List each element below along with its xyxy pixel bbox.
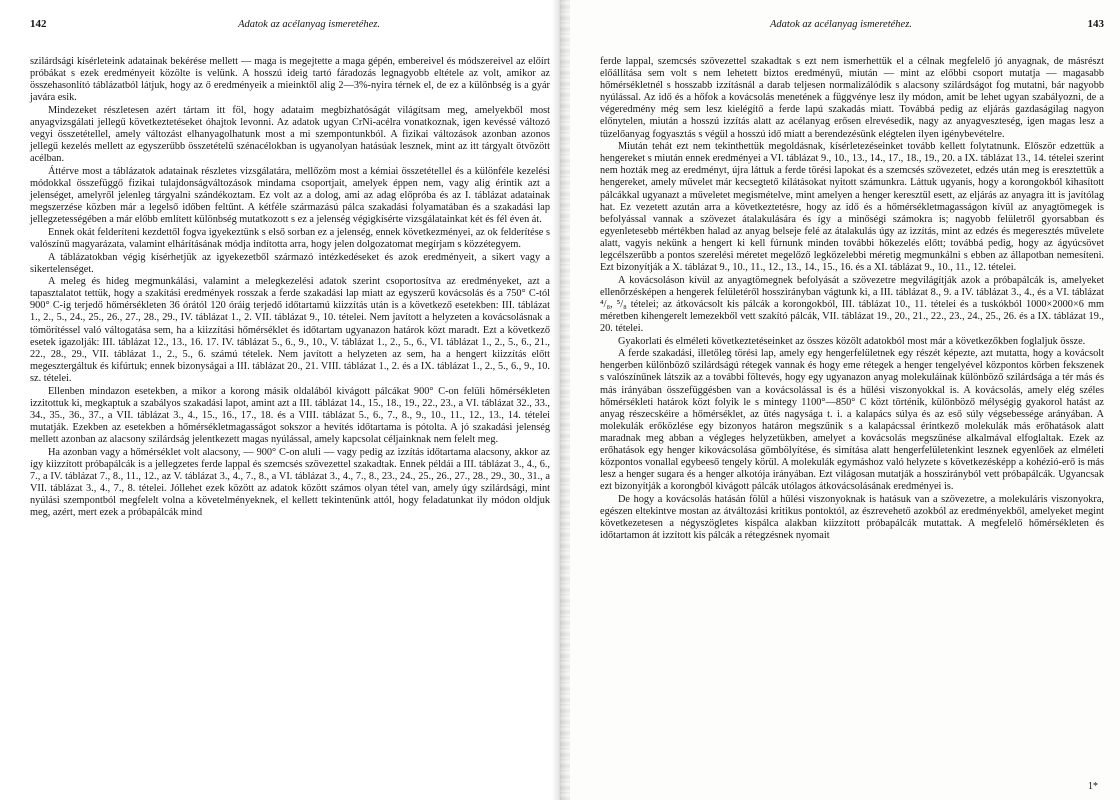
right-paragraph: Gyakorlati és elméleti következtetéseinket az összes közölt adatokból most már a következőkben foglaljuk össze. (618, 335, 1086, 347)
left-running-title: Adatok az acélanyag ismeretéhez. (238, 19, 380, 30)
signature-mark: 1* (1088, 781, 1098, 792)
left-paragraph: A meleg és hideg megmunkálási, valamint a melegkezelési adatok szerint csoportosítva az eredményeket, azt a tapasztalatot tettük, hogy a szakítási eredmények rosszak a ferde szakadási lap miatt az egyszerű kovácsolás és a 750° C-tól 900° C-ig terjedő hőmérsékleten 36 órától 120 óráig terjedő időtartamú kiizzítás után is a következő esetekben: III. táblázat 1., 2., 5., 24., 25., 26., 27., 28., 29., IV. táblázat 1., 2. VII. táblázat 9., 10. tételei. Nem javított a helyzeten a kovácsolásnak a tömörítéssel való váltogatása sem, ha a kiizzítási hőmérséklet és időtartam ugyanazon határok közt maradt. Ezt a következő esetek igazolják: III. táblázat 12., 13., 16. 17. IV. táblázat 5., 6., 9., 10., V. táblázat 1., 2., 5., 6., VI. táblázat 1., 2., 5., 6., 21., 22., 28., 29., VII. táblázat 1., 2., 5., 6. számú tételek. Nem javított a helyzeten az sem, ha a hengert kiizzítás előtt megesztergáltuk és kifúrtuk; ennek bizonyságai a III. táblázat 20., 21. VIII. táblázat 1., 2. és a IX. táblázat 1., 2., 5., 6., 9., 10. sz. tételei. (30, 276, 550, 384)
left-paragraph: Ellenben mindazon esetekben, a mikor a korong másik oldalából kivágott pálcákat 900° C-on felüli hőmérsékleten izzitottuk ki, megkaptuk a szabályos szakadási lapot, amint azt a III. táblázat 14., 15., 18., 19., 22., 23., a VI. táblázat 32., 33., 34., 35., 36., 37., a VII. táblázat 3., 4., 15., 16., 17., 18. és a VIII. táblázat 5., 6., 7., 8., 9., 10., 11., 12., 13., 14. tételei mutatják. Ezekben az esetekben a hőmérsékletmagasságot sokszor a hevítés időtartama is pótolta. A jó szakadási jelenség mellett azonban az alacsony szilárdság jelentkezett magas nyúlással, amely kapcsolat céljainknak nem felelt meg. (30, 385, 550, 445)
right-body-text (600, 56, 1104, 542)
left-paragraph: Mindezeket részletesen azért tártam itt föl, hogy adataim megbízhatóságát világítsam meg, amelyekből most anyagvizsgálati jellegű következtetéseket óhajtok levonni. Az adatok ugyan CrNi-acélra vonatkoznak, igen kevéssé változó vegyi összetétellel, amely változást elhanyagolhatunk most a mi szempontunkból. A fizikai változások azonban azonos jellegű kezelés mellett az egyszerűbb összetételű szénacélokban is ugyanolyan hatásúak lesznek, mint az itt tárgyalt ötvözött acélban. (30, 104, 550, 165)
right-paragraph: A ferde szakadási, illetőleg törési lap, amely egy hengerfelületnek egy részét képezte, azt mutatta, hogy a kovácsolt hengerben különböző szilárdságú rétegek vannak és hogy eme rétegek a henger tengelyével központos körben fekszenek s valószínűnek látszik az a további föltevés, hogy egy ugyanazon anyag molekuláinak különböző szilárdsága a tér más és más irányában összefüggésben van a kovácsolással is és a hűlési viszonyokkal is. A kovácsolás, amely elég széles hőmérsékleti határok közt folyik le s mintegy 1100°—850° C közt történik, különböző mélységig gyakorol hatást az anyag részecskéire a hőmérséklet, az ütés nagysága t. i. a kalapács súlya és az eső súly végsebessége arányában. A molekulák erőközlése egy bizonyos határon megszűnik s a kalapácssal érintkező molekulák más erőhatások alatt maradnak meg abban a végleges helyzetükben, amelyet a kovácsolás megszűnése alkalmával elfoglaltak. Ezek az erőhatások egy henger kikovácsolása gömbölyítése, és simítása alatt hengerfelületenkint lesznek egyenlőek az elméleti központos vonallal egybeeső tengely körül. A molekulák egymáshoz való helyzete s következésképp a kohézió-erő is más lesz a henger sugara és a henger alkotója irányában. Ezt világosan mutatják a hosszirányból vett próbapálcák. Ugyancsak ezt bizonyítják a korongból kivágott pálcák utólagos átkovácsolásának eredményei is. (600, 348, 1104, 493)
right-running-head (600, 18, 1104, 38)
right-page (560, 0, 1120, 800)
left-body-text (30, 56, 550, 519)
page-edge-shadow (560, 0, 570, 800)
left-paragraph: Ha azonban vagy a hőmérséklet volt alacsony, — 900° C-on aluli — vagy pedig az izzítás időtartama alacsony, akkor az így kiizzított próbapálcák is a jellegzetes ferde lappal és szemcsés szövezettel szakadtak. Ennek példái a III. táblázat 3., 4., 6., 7., a IV. táblázat 7., 8., 11., 12., az V. táblázat 3., 4., 7., 8., a VI. táblázat 3., 4., 7., 8., 23., 24., 25., 26., 27., 28., 29., 30., 31., a VII. táblázat 3., 4., 7., 8. tételei. Jóllehet ezek között az adatok között számos olyan tétel van, amely úgy szilárdsági, mint nyúlási szempontból megfelelt volna a követelményeknek, el kellett tekintenünk attól, hogy feladatunkat ily módon oldjuk meg, azért, mert ezek a próbapálcák mind (30, 446, 550, 518)
left-paragraph: A táblázatokban végig kísérhetjük az igyekezetből származó intézkedéseket és azok eredményeit, a sikert vagy a sikertelenséget. (30, 251, 550, 275)
right-paragraph: ferde lappal, szemcsés szövezettel szakadtak s ezt nem ismerhettük el a célnak megfelelő jó anyagnak, de másrészt előállítása sem volt s nem lehetett biztos eredményű, miután — mint az előbbi csoport mutatja — magasabb hőmérsékletnél s hosszabb izzításnál a darab teljesen normalizálódik s alacsony szilárdságot fog mutatni, bár nagyobb nyúlással. Az idő és a hőfok a kovácsolás menetének a függvénye lesz ily módon, amit be lehet ugyan szabályozni, de a végeredmény még sem lesz kielégítő a ferde lapú szakadás miatt. Továbbá pedig az eljárás gazdaságilag nagyon előnytelen, miután a hosszú izzítás alatt az acélanyag erősen elrevésedik, nagy az anyagveszteség, igen magas lesz a tüzelőanyag fogyasztás s végül a hosszú idő miatt a berendezésünk elégtelen ilyen igénybevételre. (600, 56, 1104, 140)
left-paragraph: Ennek okát felderíteni kezdettől fogva igyekeztünk s első sorban ez a jelenség, ennek következményei, az ok felderítése s valószínű magyarázata, valamint elhárításának módja indította arra, hogy jelen dolgozatomat megírjam s közzétegyem. (30, 226, 550, 250)
left-paragraph: szilárdsági kísérleteink adatainak bekérése mellett — maga is megejtette a maga gépén, embereivel és módszereivel az előírt próbákat s ezek eredményeit közölte is velünk. A hosszú ideig tartó fáradozás legnagyobb eltétele az volt, amikor az összehasonlító táblázatból látjuk, hogy az ő eredményeik a mieinktől alig 2—3%-nyira térnek el, de ez a különbség is a gyár javára esik. (30, 56, 550, 104)
left-running-head (30, 18, 550, 38)
left-page-number: 142 (30, 18, 47, 30)
right-paragraph: Miután tehát ezt nem tekinthettük megoldásnak, kísérletezéseinket tovább kellett folytatnunk. Először edzettük a hengereket s miután ennek eredményei a VI. táblázat 9., 10., 13., 14., 17., 18., 19., 20. a IX. táblázat 13., 14. tételei szerint nem hozták meg az eredményt, újra láttuk a ferde törési lapokat és a szemcsés szövezetet, edzés után meg is eresztettük a hengereket, amely művelet már kecsegtető kilátásokat nyitott számunkra. Láttuk ugyanis, hogy a korongokból kihasított pálcákkal ugyanazt a műveletet megismételve, mint amelyen a henger keresztül esett, az eljárás az anyagra itt is javítólag hat. Ez vezetett azután arra a következtetésre, hogy az idő és a hőmérsékletmagasságon kívül az anyagtömegek is befolyással vannak a szövezet átalakulására és így a minőségi számokra is; nagyobb felületről gyorsabban és egyenletesebb mértékben halad az anyag belseje felé az átalakulás úgy az izzítás, mint az edzés és megeresztés művelete alatt, vagyis nekünk a hengert ki kell fúrnunk minden további hőkezelés előtt; továbbá pedig, hogy az ágyúcsövet legcélszerűbb a pontos szerelési méretet megelőző legközelebbi méretig megmunkálni s ebben az állapotban nemesíteni. Ezt bizonyítják a X. táblázat 9., 10., 11., 12., 13., 14., 15., 16. és a XI. táblázat 9., 10., 11., 12. tételei. (600, 141, 1104, 274)
left-paragraph: Áttérve most a táblázatok adatainak részletes vizsgálatára, mellőzöm most a kémiai összetétellel és a különféle kezelési módokkal összefüggő fizikai tulajdonságváltozások mindama csoportjait, amelyek éppen nem, vagy alig érintik azt a jelenséget, amelyről jelenleg tárgyalni szándékoztam. Ez volt az a dolog, ami az adag előpróba és az I. táblázat adatainak megszerzése közben már a legelső időben feltűnt. A kétféle származású pálca szakadási folyamatában és a szakadási lap jellegzetességében a már előbb említett különbség mutatkozott s ez a jelenség végigkísérte vizsgálatainkat két és fél éven át. (30, 165, 550, 226)
right-paragraph: De hogy a kovácsolás hatásán fölül a hűlési viszonyoknak is hatásuk van a szövezetre, a molekuláris viszonyokra, egészen eltekintve mostan az átváltozási kritikus pontoktól, az észrevehető azokból az eredményekből, amelyeket megint következetesen a négyszögletes kispálca alakban kiizzított próbapálcák mutattak. A megfelelő hőmérsékleten és időtartamon át izzított kis pálcák a rétegzésnek nyomait (600, 493, 1104, 542)
right-paragraph: A kovácsoláson kívül az anyagtömegnek befolyását a szövezetre megvilágítják azok a próbapálcák is, amelyeket ellenőrzésképen a hengerek felületéről hosszirányban vágtunk ki, a III. táblázat 8., 9. a IV. táblázat 3., 4., és a VI. táblázat ⁴/₈, ⁵/₈ tételei; az átkovácsolt kis pálcák a korongokból, III. táblázat 10., 11. tételei és a tuskókból 1000×2000×6 mm méretben kihengerelt lemezekből vett szakító pálcák, VII. táblázat 19., 20., 21., 22., 23., 24., 25., 26. és a IX. táblázat 19., 20. tételei. (600, 274, 1104, 335)
right-page-number: 143 (1087, 18, 1104, 30)
right-running-title: Adatok az acélanyag ismeretéhez. (770, 19, 912, 30)
